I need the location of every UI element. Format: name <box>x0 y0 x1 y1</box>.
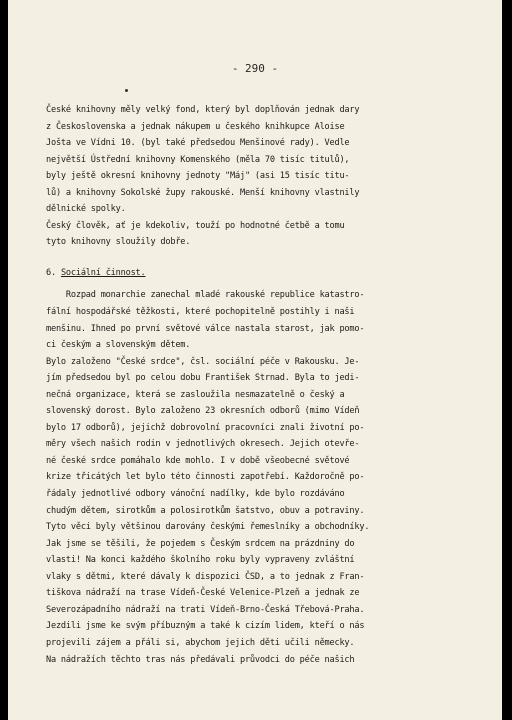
text-line: projevili zájem a přáli si, abychom jejich děti učili německy. <box>46 637 355 648</box>
text-line: Jezdili jsme ke svým příbuzným a také k cizím lidem, kteří o nás <box>46 621 365 632</box>
text-line: bylo 17 odborů), jejichž dobrovolní pracovníci znali životní po- <box>46 422 365 433</box>
text-line: slovenský dorost. Bylo založeno 23 okresních odborů (mimo Vídeň <box>46 406 360 417</box>
ink-dot <box>125 89 128 92</box>
document-page <box>8 0 502 720</box>
text-line: řádaly jednotlivé odbory vánoční nadílky, kde bylo rozdáváno <box>46 489 345 500</box>
page-number: - 290 - <box>231 62 279 75</box>
text-line: lů) a knihovny Sokolské župy rakouské. Menší knihovny vlastnily <box>46 187 360 198</box>
text-line: Bylo založeno "České srdce", čsl. sociální péče v Rakousku. Je- <box>46 356 360 367</box>
section-number: 6. <box>46 267 56 278</box>
text-line: Tyto věci byly většinou darovány českými řemeslníky a obchodníky. <box>46 522 370 533</box>
text-line: tiškova nádraží na trase Vídeň-České Velenice-Plzeň a jednak ze <box>46 588 360 599</box>
text-line: Český člověk, ať je kdekoliv, touží po hodnotné četbě a tomu <box>46 220 345 231</box>
text-line: z Československa a jednak nákupem u českého knihkupce Aloise <box>46 121 345 132</box>
text-line: menšinu. Ihned po první světové válce nastala starost, jak pomo- <box>46 323 365 334</box>
text-line: měry všech našich rodin v jednotlivých okresech. Jejich otevře- <box>46 439 360 450</box>
text-line: Rozpad monarchie zanechal mladé rakouské republice katastro- <box>46 290 365 301</box>
text-line: fální hospodářské těžkosti, které pochopitelně postihly i naši <box>46 307 355 318</box>
section-heading <box>46 265 466 282</box>
text-line: Jošta ve Vídni 10. (byl také předsedou Menšinové rady). Vedle <box>46 138 350 149</box>
text-line: jím předsedou byl po celou dobu František Strnad. Byla to jedi- <box>46 373 360 384</box>
text-line: né české srdce pomáhalo kde mohlo. I v době všeobecné světové <box>46 455 350 466</box>
text-line: Na nádražích těchto tras nás předávali průvodci do péče našich <box>46 654 355 665</box>
text-line: byly ještě okresní knihovny jednoty "Máj" (asi 15 tisíc titu- <box>46 171 350 182</box>
paragraph-social <box>46 287 466 668</box>
text-line: ci českým a slovenským dětem. <box>46 340 191 351</box>
text-line: Jak jsme se těšili, že pojedem s Českým srdcem na prázdniny do <box>46 538 355 549</box>
section-title: Sociální činnost. <box>60 267 146 278</box>
text-line: krize třicátých let bylo této činnosti zapotřebí. Každoročně po- <box>46 472 365 483</box>
text-line: největší Ústřední knihovny Komenského (měla 70 tisíc titulů), <box>46 154 350 165</box>
text-line: vlaky s dětmi, které dávaly k dispozici ČSD, a to jednak z Fran- <box>46 571 365 582</box>
paragraph-libraries <box>46 102 466 251</box>
text-line: nečná organizace, která se zasloužila nesmazatelně o český a <box>46 389 345 400</box>
text-line: chudým dětem, sirotkům a polosirotkům šatstvo, obuv a potraviny. <box>46 505 365 516</box>
text-line: dělnické spolky. <box>46 204 126 215</box>
text-line: vlasti! Na konci každého školního roku byly vypraveny zvláštní <box>46 555 355 566</box>
text-line: tyto knihovny sloužily dobře. <box>46 237 191 248</box>
page-body <box>46 102 466 668</box>
text-line: Severozápadního nádraží na trati Vídeň-Brno-Česká Třebová-Praha. <box>46 604 365 615</box>
text-line: České knihovny měly velký fond, který byl doplňován jednak dary <box>46 105 360 115</box>
